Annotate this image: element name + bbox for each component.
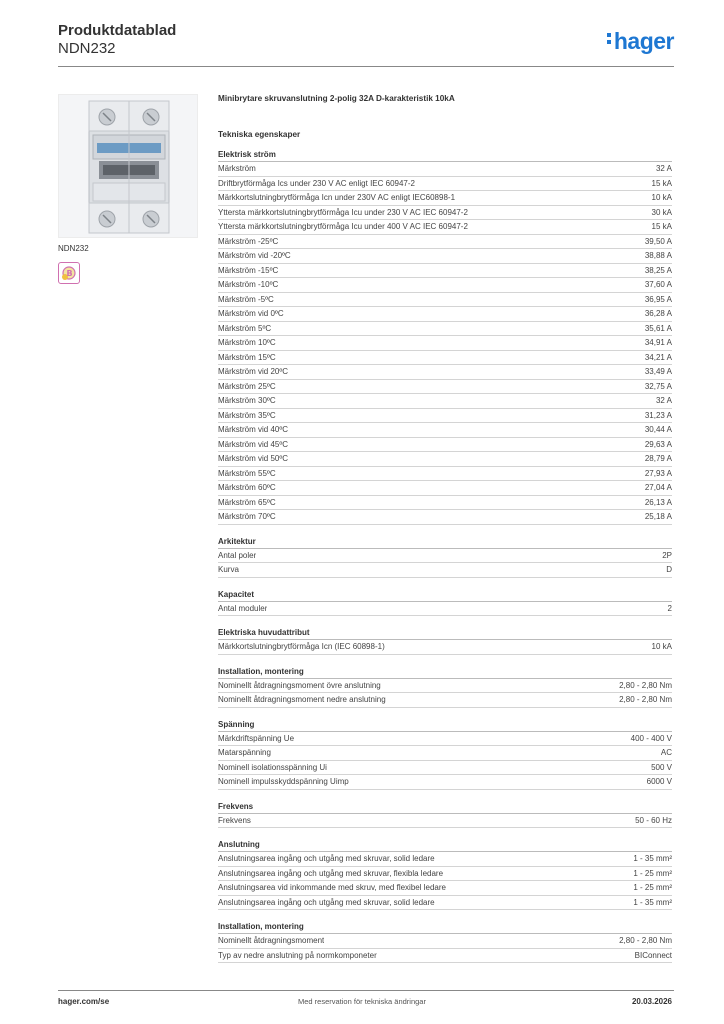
section-title: Installation, montering <box>218 665 672 679</box>
spec-row <box>218 351 672 366</box>
spec-row <box>218 934 672 949</box>
spec-row <box>218 896 672 911</box>
spec-value: 1 - 35 mm² <box>633 854 672 863</box>
spec-section <box>218 626 672 655</box>
spec-row <box>218 264 672 279</box>
spec-value: 39,50 A <box>644 236 672 246</box>
spec-value: 2P <box>662 550 672 560</box>
spec-value: 36,28 A <box>644 309 672 318</box>
spec-row <box>218 394 672 409</box>
section-title: Installation, montering <box>218 920 672 934</box>
spec-label: Märkström -15ºC <box>218 265 279 275</box>
hager-logo <box>607 28 674 55</box>
spec-section <box>218 588 672 617</box>
spec-value: D <box>666 565 672 574</box>
spec-value: 27,04 A <box>644 483 672 492</box>
spec-label: Märkström vid 40ºC <box>218 425 289 434</box>
spec-row <box>218 249 672 264</box>
section-title: Spänning <box>218 718 672 732</box>
spec-label: Anslutningsarea ingång och utgång med skruvar, solid ledare <box>218 897 435 907</box>
spec-row <box>218 191 672 206</box>
footer-website: hager.com/se <box>58 997 110 1006</box>
spec-row <box>218 322 672 337</box>
section-title: Elektrisk ström <box>218 148 672 162</box>
spec-label: Anslutningsarea vid inkommande med skruv, med flexibel ledare <box>218 883 446 892</box>
spec-label: Märkström 60ºC <box>218 483 276 492</box>
spec-section <box>218 920 672 963</box>
spec-value: BIConnect <box>634 950 672 960</box>
spec-label: Märkström <box>218 164 256 173</box>
spec-row <box>218 549 672 564</box>
product-image <box>58 94 198 238</box>
logo-dots-icon <box>607 30 612 47</box>
spec-row <box>218 867 672 882</box>
spec-value: 32 A <box>655 164 672 173</box>
spec-value: 38,25 A <box>644 265 672 275</box>
spec-label: Märkström 65ºC <box>218 497 276 507</box>
spec-label: Märkström 70ºC <box>218 512 276 521</box>
spec-label: Matarspänning <box>218 748 271 757</box>
spec-section <box>218 535 672 578</box>
spec-row <box>218 481 672 496</box>
spec-label: Märkström vid 50ºC <box>218 454 289 463</box>
spec-row <box>218 814 672 829</box>
spec-section <box>218 148 672 525</box>
spec-label: Märkström 5ºC <box>218 323 272 333</box>
spec-value: 32 A <box>655 396 672 405</box>
spec-label: Typ av nedre anslutning på normkomponeter <box>218 950 377 960</box>
spec-label: Märkström 15ºC <box>218 352 276 362</box>
spec-row <box>218 336 672 351</box>
spec-label: Märkström vid 45ºC <box>218 439 289 449</box>
spec-value: 1 - 25 mm² <box>633 883 672 892</box>
spec-label: Märkkortslutningbrytförmåga Icn (IEC 60898-1) <box>218 642 385 651</box>
svg-text:B: B <box>66 269 73 278</box>
spec-label: Märkström 10ºC <box>218 338 276 347</box>
spec-value: 10 kA <box>651 642 672 651</box>
spec-value: 6000 V <box>646 777 672 786</box>
spec-value: 15 kA <box>651 178 672 188</box>
spec-section <box>218 665 672 708</box>
spec-value: 2 <box>667 603 672 613</box>
spec-value: 2,80 - 2,80 Nm <box>619 936 672 945</box>
spec-row <box>218 307 672 322</box>
spec-label: Nominellt åtdragningsmoment <box>218 936 325 945</box>
section-title: Kapacitet <box>218 588 672 602</box>
tech-properties-title: Tekniska egenskaper <box>218 130 301 139</box>
header-divider <box>58 66 674 67</box>
spec-section <box>218 718 672 790</box>
spec-label: Märkström -5ºC <box>218 294 274 304</box>
circuit-breaker-icon <box>59 95 199 239</box>
footer-date: 20.03.2026 <box>631 997 672 1006</box>
spec-row <box>218 452 672 467</box>
spec-label: Märkström 55ºC <box>218 468 276 478</box>
spec-row <box>218 496 672 511</box>
product-description: Minibrytare skruvanslutning 2-polig 32A D-karakteristik 10kA <box>218 94 455 103</box>
section-title: Frekvens <box>218 800 672 814</box>
spec-row <box>218 409 672 424</box>
section-title: Anslutning <box>218 838 672 852</box>
spec-value: 1 - 25 mm² <box>633 868 672 878</box>
section-title: Arkitektur <box>218 535 672 549</box>
spec-value: 400 - 400 V <box>630 733 672 743</box>
image-caption: NDN232 <box>58 244 89 253</box>
spec-value: 500 V <box>651 762 672 772</box>
spec-value: AC <box>660 748 672 757</box>
footer-divider <box>58 990 674 991</box>
spec-label: Frekvens <box>218 815 251 825</box>
spec-label: Antal poler <box>218 550 257 560</box>
spec-value: 10 kA <box>651 193 672 202</box>
spec-content <box>218 94 672 963</box>
spec-label: Nominell isolationsspänning Ui <box>218 762 327 772</box>
spec-label: Märkström -10ºC <box>218 280 279 289</box>
spec-label: Anslutningsarea ingång och utgång med skruvar, flexibla ledare <box>218 868 444 878</box>
spec-row <box>218 881 672 896</box>
spec-row <box>218 510 672 525</box>
spec-value: 50 - 60 Hz <box>635 815 672 825</box>
spec-value: 35,61 A <box>644 323 672 333</box>
spec-row <box>218 162 672 177</box>
spec-value: 2,80 - 2,80 Nm <box>619 680 672 690</box>
spec-row <box>218 949 672 964</box>
spec-label: Kurva <box>218 565 239 574</box>
spec-label: Nominell impulsskyddspänning Uimp <box>218 777 349 786</box>
ecolabel-icon <box>58 262 80 284</box>
product-code: NDN232 <box>58 40 116 57</box>
spec-row <box>218 467 672 482</box>
spec-label: Nominellt åtdragningsmoment nedre anslutning <box>218 695 386 704</box>
spec-row <box>218 775 672 790</box>
spec-label: Anslutningsarea ingång och utgång med skruvar, solid ledare <box>218 854 435 863</box>
spec-label: Märkström 25ºC <box>218 381 276 391</box>
spec-label: Märkström vid -20ºC <box>218 251 291 260</box>
spec-value: 26,13 A <box>644 497 672 507</box>
spec-value: 34,91 A <box>644 338 672 347</box>
spec-label: Yttersta märkkortslutningbrytförmåga Icu under 230 V AC IEC 60947-2 <box>218 207 468 217</box>
spec-label: Driftbrytförmåga Ics under 230 V AC enligt IEC 60947-2 <box>218 178 415 188</box>
spec-row <box>218 235 672 250</box>
spec-value: 1 - 35 mm² <box>633 897 672 907</box>
page-header <box>58 22 674 70</box>
spec-sections <box>218 148 672 963</box>
spec-row <box>218 640 672 655</box>
spec-value: 2,80 - 2,80 Nm <box>619 695 672 704</box>
spec-row <box>218 293 672 308</box>
spec-value: 34,21 A <box>644 352 672 362</box>
spec-row <box>218 177 672 192</box>
spec-row <box>218 278 672 293</box>
document-title: Produktdatablad <box>58 22 177 39</box>
spec-row <box>218 423 672 438</box>
spec-row <box>218 679 672 694</box>
spec-value: 37,60 A <box>644 280 672 289</box>
spec-value: 27,93 A <box>644 468 672 478</box>
spec-label: Märkdriftspänning Ue <box>218 733 295 743</box>
spec-value: 31,23 A <box>644 410 672 420</box>
spec-row <box>218 761 672 776</box>
spec-label: Märkkortslutningbrytförmåga Icn under 230V AC enligt IEC60898-1 <box>218 193 456 202</box>
spec-value: 36,95 A <box>644 294 672 304</box>
spec-value: 30,44 A <box>644 425 672 434</box>
spec-section <box>218 800 672 829</box>
spec-value: 15 kA <box>651 222 672 231</box>
footer-disclaimer: Med reservation för tekniska ändringar <box>298 997 426 1006</box>
spec-row <box>218 563 672 578</box>
spec-row <box>218 438 672 453</box>
spec-value: 25,18 A <box>644 512 672 521</box>
spec-value: 30 kA <box>651 207 672 217</box>
spec-label: Märkström 35ºC <box>218 410 276 420</box>
spec-section <box>218 838 672 910</box>
spec-label: Märkström vid 0ºC <box>218 309 284 318</box>
spec-label: Märkström -25ºC <box>218 236 279 246</box>
spec-label: Nominellt åtdragningsmoment övre anslutning <box>218 680 381 690</box>
spec-row <box>218 693 672 708</box>
spec-row <box>218 602 672 617</box>
spec-value: 28,79 A <box>644 454 672 463</box>
spec-label: Märkström vid 20ºC <box>218 367 289 376</box>
spec-row <box>218 365 672 380</box>
spec-value: 32,75 A <box>644 381 672 391</box>
spec-row <box>218 746 672 761</box>
spec-value: 33,49 A <box>644 367 672 376</box>
spec-label: Yttersta märkkortslutningbrytförmåga Icu under 400 V AC IEC 60947-2 <box>218 222 468 231</box>
spec-label: Antal moduler <box>218 603 268 613</box>
spec-value: 38,88 A <box>644 251 672 260</box>
spec-label: Märkström 30ºC <box>218 396 276 405</box>
spec-row <box>218 852 672 867</box>
logo-text: hager <box>613 28 674 54</box>
spec-row <box>218 206 672 221</box>
section-title: Elektriska huvudattribut <box>218 626 672 640</box>
spec-row <box>218 732 672 747</box>
spec-value: 29,63 A <box>644 439 672 449</box>
spec-row <box>218 380 672 395</box>
spec-row <box>218 220 672 235</box>
